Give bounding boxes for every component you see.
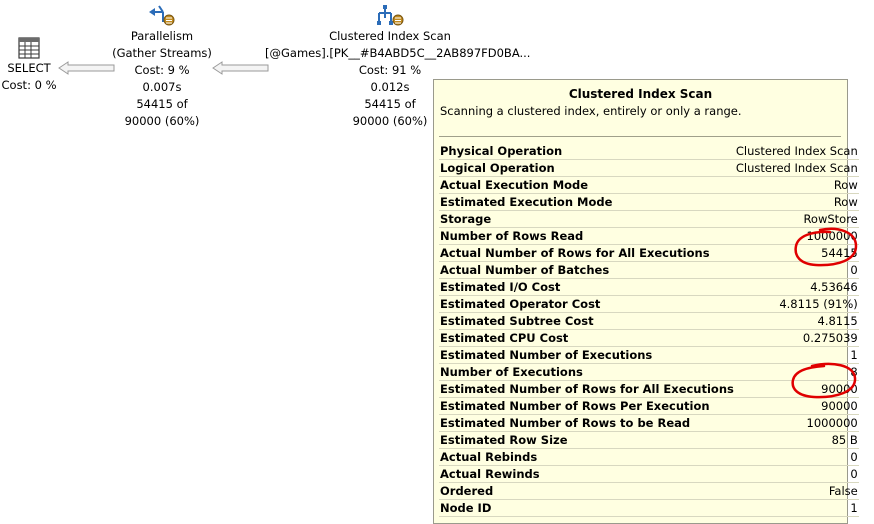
tooltip-property-row <box>439 143 859 160</box>
property-value: 90000 <box>735 398 859 415</box>
property-value: Clustered Index Scan <box>735 144 858 158</box>
property-value: 4.53646 <box>735 279 859 296</box>
tooltip-property-row <box>439 398 859 415</box>
tooltip-property-row <box>439 177 859 194</box>
property-value: 8 <box>735 364 859 381</box>
tooltip-property-row <box>439 415 859 432</box>
property-name: Estimated Execution Mode <box>439 194 735 211</box>
property-value: 0.275039 <box>735 330 859 347</box>
property-name: Estimated Number of Rows Per Execution <box>439 398 735 415</box>
property-name: Number of Rows Read <box>439 228 735 245</box>
property-value: 90000 <box>735 381 859 398</box>
clustered-index-scan-icon <box>375 4 405 28</box>
property-name: Actual Number of Rows for All Executions <box>439 245 735 262</box>
tooltip-property-row <box>439 500 859 517</box>
node-detail: (Gather Streams) <box>112 46 212 60</box>
property-name: Logical Operation <box>439 160 735 177</box>
node-rows: 54415 of <box>364 97 416 111</box>
property-name: Estimated Number of Executions <box>439 347 735 364</box>
property-value: RowStore <box>735 211 859 228</box>
property-value: 0 <box>735 466 859 483</box>
property-name: Estimated Row Size <box>439 432 735 449</box>
node-rows-estimate: 90000 (60%) <box>352 114 428 128</box>
tooltip-property-row <box>439 483 859 500</box>
property-value: 0 <box>735 449 859 466</box>
property-name: Ordered <box>439 483 735 500</box>
tooltip-property-row <box>439 330 859 347</box>
tooltip-property-row <box>439 432 859 449</box>
tooltip-property-row <box>439 262 859 279</box>
node-name: Clustered Index Scan <box>329 29 451 43</box>
plan-node-parallelism[interactable] <box>104 4 220 130</box>
operator-tooltip <box>433 79 858 524</box>
flow-arrow-scan-to-parallelism <box>212 61 270 75</box>
tooltip-property-row <box>439 296 859 313</box>
node-time: 0.007s <box>142 80 182 94</box>
node-cost: Cost: 91 % <box>358 63 422 77</box>
node-rows: 54415 of <box>136 97 188 111</box>
property-value: 4.8115 (91%) <box>735 296 859 313</box>
property-value: 1000000 <box>735 415 859 432</box>
tooltip-description: Scanning a clustered index, entirely or only a range. <box>440 104 742 118</box>
node-rows-estimate: 90000 (60%) <box>124 114 200 128</box>
parallelism-icon <box>147 4 177 28</box>
node-cost: Cost: 0 % <box>1 78 57 92</box>
tooltip-property-row <box>439 228 859 245</box>
property-name: Actual Number of Batches <box>439 262 735 279</box>
property-value: 1000000 <box>735 228 859 245</box>
select-grid-icon <box>17 36 41 60</box>
tooltip-property-row <box>439 364 859 381</box>
node-cost: Cost: 9 % <box>134 63 190 77</box>
tooltip-property-row <box>439 279 859 296</box>
property-name: Node ID <box>439 500 735 517</box>
tooltip-divider <box>439 136 841 137</box>
property-value: Row <box>735 194 859 211</box>
tooltip-property-row <box>439 160 859 177</box>
tooltip-property-row <box>439 347 859 364</box>
property-name: Estimated I/O Cost <box>439 279 735 296</box>
tooltip-property-row <box>439 194 859 211</box>
tooltip-property-row <box>439 381 859 398</box>
node-time: 0.012s <box>370 80 410 94</box>
property-value: Row <box>735 177 859 194</box>
tooltip-property-row <box>439 466 859 483</box>
node-object: [@Games].[PK__#B4ABD5C__2AB897FD0BA... <box>265 46 531 60</box>
property-name: Estimated Operator Cost <box>439 296 735 313</box>
tooltip-property-row <box>439 211 859 228</box>
property-name: Storage <box>439 211 735 228</box>
property-value: False <box>735 483 859 500</box>
node-name: SELECT <box>7 61 51 75</box>
tooltip-property-row <box>439 313 859 330</box>
property-name: Actual Execution Mode <box>439 177 735 194</box>
tooltip-property-row <box>439 449 859 466</box>
property-name: Physical Operation <box>439 143 735 160</box>
property-name: Number of Executions <box>439 364 735 381</box>
tooltip-title: Clustered Index Scan <box>568 87 713 101</box>
property-value: 4.8115 <box>735 313 859 330</box>
property-name: Estimated Number of Rows to be Read <box>439 415 735 432</box>
property-value: Clustered Index Scan <box>735 161 858 175</box>
property-name: Estimated Subtree Cost <box>439 313 735 330</box>
node-name: Parallelism <box>130 29 194 43</box>
property-name: Estimated Number of Rows for All Executions <box>440 382 734 396</box>
property-value: 54415 <box>735 245 859 262</box>
plan-node-select[interactable] <box>0 36 58 94</box>
property-value: 85 B <box>735 432 859 449</box>
property-name: Actual Rewinds <box>439 466 735 483</box>
property-value: 0 <box>735 262 859 279</box>
tooltip-properties-table <box>439 143 859 517</box>
property-name: Estimated CPU Cost <box>439 330 735 347</box>
tooltip-property-row <box>439 245 859 262</box>
property-value: 1 <box>735 347 859 364</box>
property-value: 1 <box>735 500 859 517</box>
property-name: Actual Rebinds <box>439 449 735 466</box>
